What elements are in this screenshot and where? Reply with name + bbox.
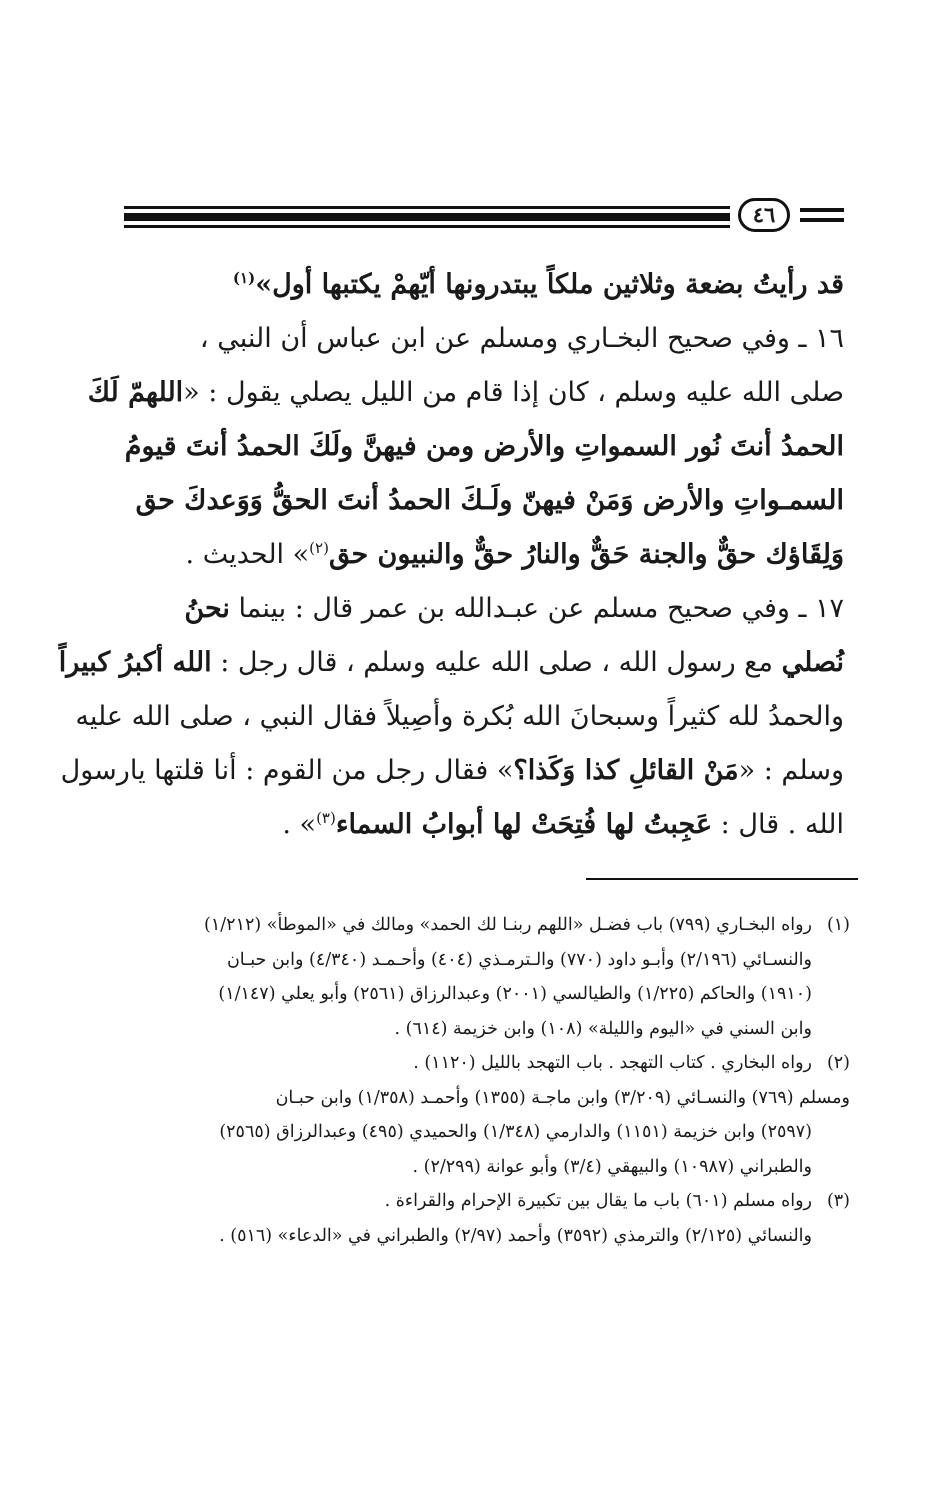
text-line-3: صلى الله عليه وسلم ، كان إذا قام من الليل يصلي يقول : «اللهمّ لَكَ	[87, 377, 844, 408]
footnote-3-number: (٣)	[826, 1191, 850, 1211]
text-line-6: وَلِقَاؤك حقٌّ والجنة حَقٌّ والنارُ حقٌّ والنبيون حق$^{(٢)}$» الحديث .	[185, 539, 844, 570]
footnote-1-line-1: (١)رواه البخـاري (٧٩٩) باب فضـل «اللهم ربنـا لك الحمد» ومالك في «الموطأ» (١/٢١٢)	[100, 908, 850, 943]
footnote-1-line-2: والنسـائي (٢/١٩٦) وأبـو داود (٧٧٠) والـترمـذي (٤٠٤) وأحـمـد (٤/٣٤٠) وابن حبـان	[226, 949, 812, 970]
text-line-5: السمـواتِ والأرض وَمَنْ فيهنّ ولَـكَ الحمدُ أنتَ الحقُّ وَوَعدكَ حق	[135, 485, 844, 516]
page-header	[124, 198, 844, 238]
footnote-1-number: (١)	[826, 915, 850, 935]
text-line-2: ١٦ ـ وفي صحيح البخـاري ومسلم عن ابن عباس أن النبي ،	[199, 323, 844, 354]
footnote-separator	[586, 878, 858, 880]
footnote-1-line-4: وابن السني في «اليوم والليلة» (١٠٨) وابن خزيمة (٦١٤) .	[394, 1018, 812, 1039]
footnote-ref-3: (٣)	[316, 809, 336, 827]
footnote-2-line-3: (٢٥٩٧) وابن خزيمة (١١٥١) والدارمي (١/٣٤٨) والحميدي (٤٩٥) وعبدالرزاق (٢٥٦٥)	[219, 1122, 812, 1142]
text-line-10: وسلم : «مَنْ القائلِ كذا وَكَذا؟» فقال رجل من القوم : أنا قلتها يارسول	[60, 755, 844, 786]
text-line-4: الحمدُ أنتَ نُور السمواتِ والأرض ومن فيهنَّ ولَكَ الحمدُ أنتَ قيومُ	[124, 431, 844, 462]
main-text	[58, 258, 844, 852]
text-line-7: ١٧ ـ وفي صحيح مسلم عن عبـدالله بن عمر قال : بينما نحنُ	[184, 593, 844, 624]
footnote-1-line-3: (١٩١٠) والحاكم (١/٢٢٥) والطيالسي (٢٠٠١) وعبدالرزاق (٢٥٦١) وأبو يعلي (١/١٤٧)	[218, 984, 812, 1004]
header-rule-thick	[124, 213, 730, 221]
footnote-2-line-4: والطبراني (١٠٩٨٧) والبيهقي (٣/٤) وأبو عوانة (٢/٢٩٩) .	[412, 1156, 812, 1177]
header-rule-thin-top	[124, 206, 730, 209]
header-rule-short-bottom	[800, 218, 844, 222]
footnote-2-line-2: ومسلم (٧٦٩) والنسـائي (٣/٢٠٩) وابن ماجـة (١٣٥٥) وأحمـد (١/٣٥٨) وابن حبـان	[275, 1087, 850, 1108]
footnote-2-line-1: (٢)رواه البخاري . كتاب التهجد . باب التهجد بالليل (١١٢٠) .	[100, 1046, 850, 1081]
footnotes	[100, 908, 850, 1253]
text-line-1: قد رأيتُ بضعة وثلاثين ملكاً يبتدرونها أيّهمْ يكتبها أول»$^{(١)}$	[232, 269, 844, 300]
text-line-9: والحمدُ لله كثيراً وسبحانَ الله بُكرة وأصِيلاً فقال النبي ، صلى الله عليه	[75, 701, 844, 732]
footnote-2-number: (٢)	[826, 1053, 850, 1073]
text-line-11: الله . قال : عَجِبتُ لها فُتِحَتْ لها أبوابُ السماء$^{(٣)}$» .	[282, 809, 844, 840]
footnote-3-line-2: والنسائي (٢/١٢٥) والترمذي (٣٥٩٢) وأحمد (٢/٩٧) والطبراني في «الدعاء» (٥١٦) .	[219, 1225, 812, 1246]
footnote-ref-1: (١)	[232, 269, 256, 287]
page-number: ٤٦	[738, 198, 790, 232]
header-rule-short-top	[800, 208, 844, 212]
header-rule-thin-bottom	[124, 225, 730, 228]
footnote-ref-2: (٢)	[309, 539, 329, 557]
footnote-3-line-1: (٣)رواه مسلم (٦٠١) باب ما يقال بين تكبيرة الإحرام والقراءة .	[100, 1184, 850, 1219]
text-line-8: نُصلي مع رسول الله ، صلى الله عليه وسلم ، قال رجل : الله أكبرُ كبيراً	[58, 647, 844, 678]
